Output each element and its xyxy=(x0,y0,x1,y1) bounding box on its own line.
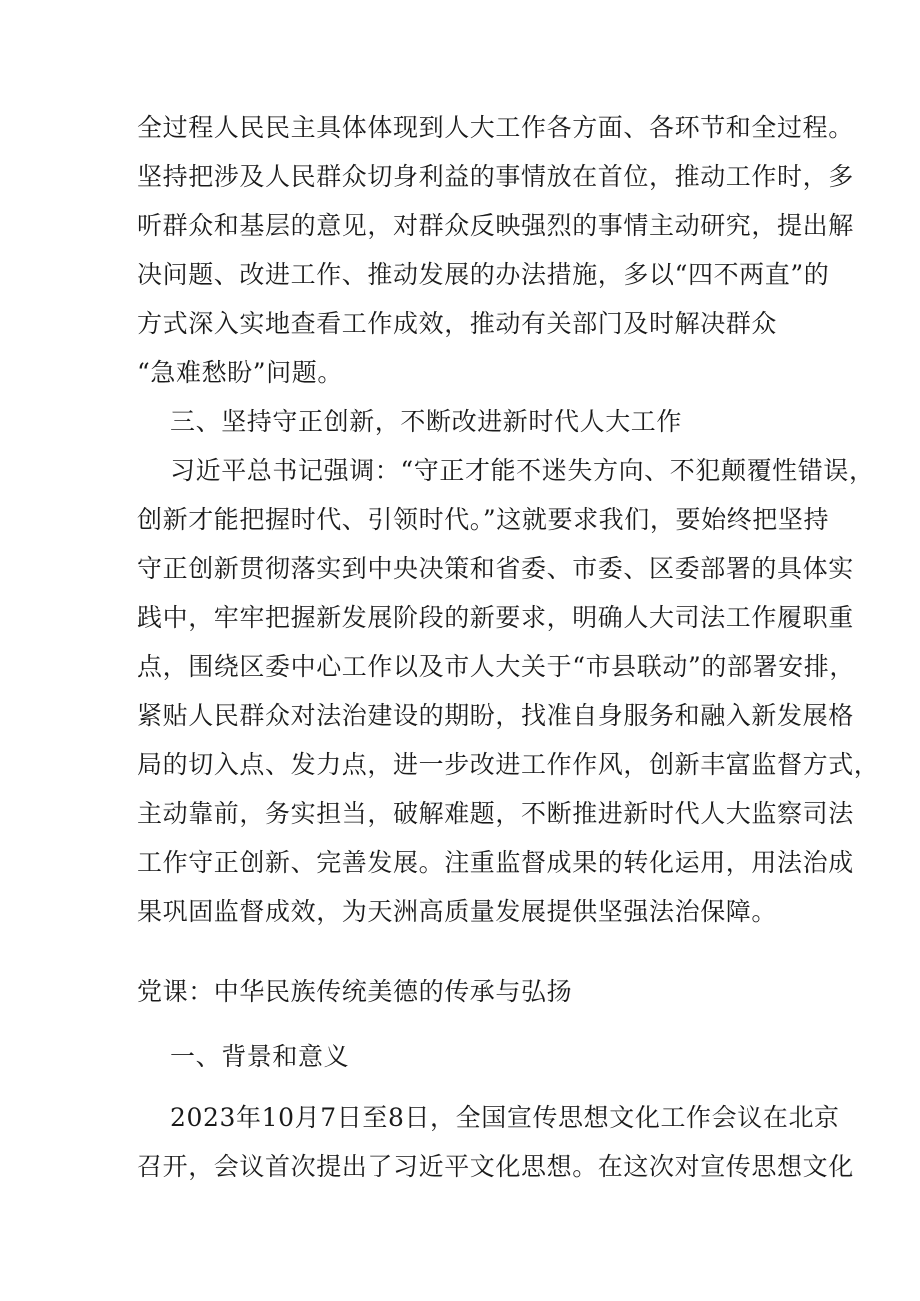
paragraph-line: 点，围绕区委中心工作以及市人大关于“市县联动”的部署安排， xyxy=(137,652,855,681)
paragraph-line: 全过程人民民主具体体现到人大工作各方面、各环节和全过程。 xyxy=(137,113,854,142)
paragraph-line: 守正创新贯彻落实到中央决策和省委、市委、区委部署的具体实 xyxy=(137,554,854,583)
paragraph-line: 果巩固监督成效，为天洲高质量发展提供坚强法治保障。 xyxy=(137,897,778,926)
paragraph-line: 践中，牢牢把握新发展阶段的新要求，明确人大司法工作履职重 xyxy=(137,603,854,632)
paragraph-line: 创新才能把握时代、引领时代。”这就要求我们，要始终把坚持 xyxy=(137,505,830,534)
paragraph-line: 2023年10月7日至8日，全国宣传思想文化工作会议在北京 xyxy=(170,1103,840,1132)
paragraph-line: 召开，会议首次提出了习近平文化思想。在这次对宣传思想文化 xyxy=(137,1152,854,1181)
section-heading: 三、坚持守正创新，不断改进新时代人大工作 xyxy=(170,407,683,436)
paragraph-line: 决问题、改进工作、推动发展的办法措施，多以“四不两直”的 xyxy=(137,260,830,289)
paragraph-line: 局的切入点、发力点，进一步改进工作作风，创新丰富监督方式， xyxy=(137,750,880,779)
paragraph-line: 坚持把涉及人民群众切身利益的事情放在首位，推动工作时，多 xyxy=(137,162,854,191)
lesson-title: 党课：中华民族传统美德的传承与弘扬 xyxy=(137,977,573,1006)
paragraph-line: 方式深入实地查看工作成效，推动有关部门及时解决群众 xyxy=(137,309,778,338)
paragraph-line: 习近平总书记强调：“守正才能不迷失方向、不犯颠覆性错误， xyxy=(170,456,875,485)
paragraph-line: 听群众和基层的意见，对群众反映强烈的事情主动研究，提出解 xyxy=(137,211,854,240)
paragraph-line: “急难愁盼”问题。 xyxy=(137,358,343,387)
paragraph-line: 主动靠前，务实担当，破解难题，不断推进新时代人大监察司法 xyxy=(137,799,854,828)
paragraph-line: 紧贴人民群众对法治建设的期盼，找准自身服务和融入新发展格 xyxy=(137,701,854,730)
subsection-heading: 一、背景和意义 xyxy=(170,1042,350,1071)
paragraph-line: 工作守正创新、完善发展。注重监督成果的转化运用，用法治成 xyxy=(137,848,854,877)
